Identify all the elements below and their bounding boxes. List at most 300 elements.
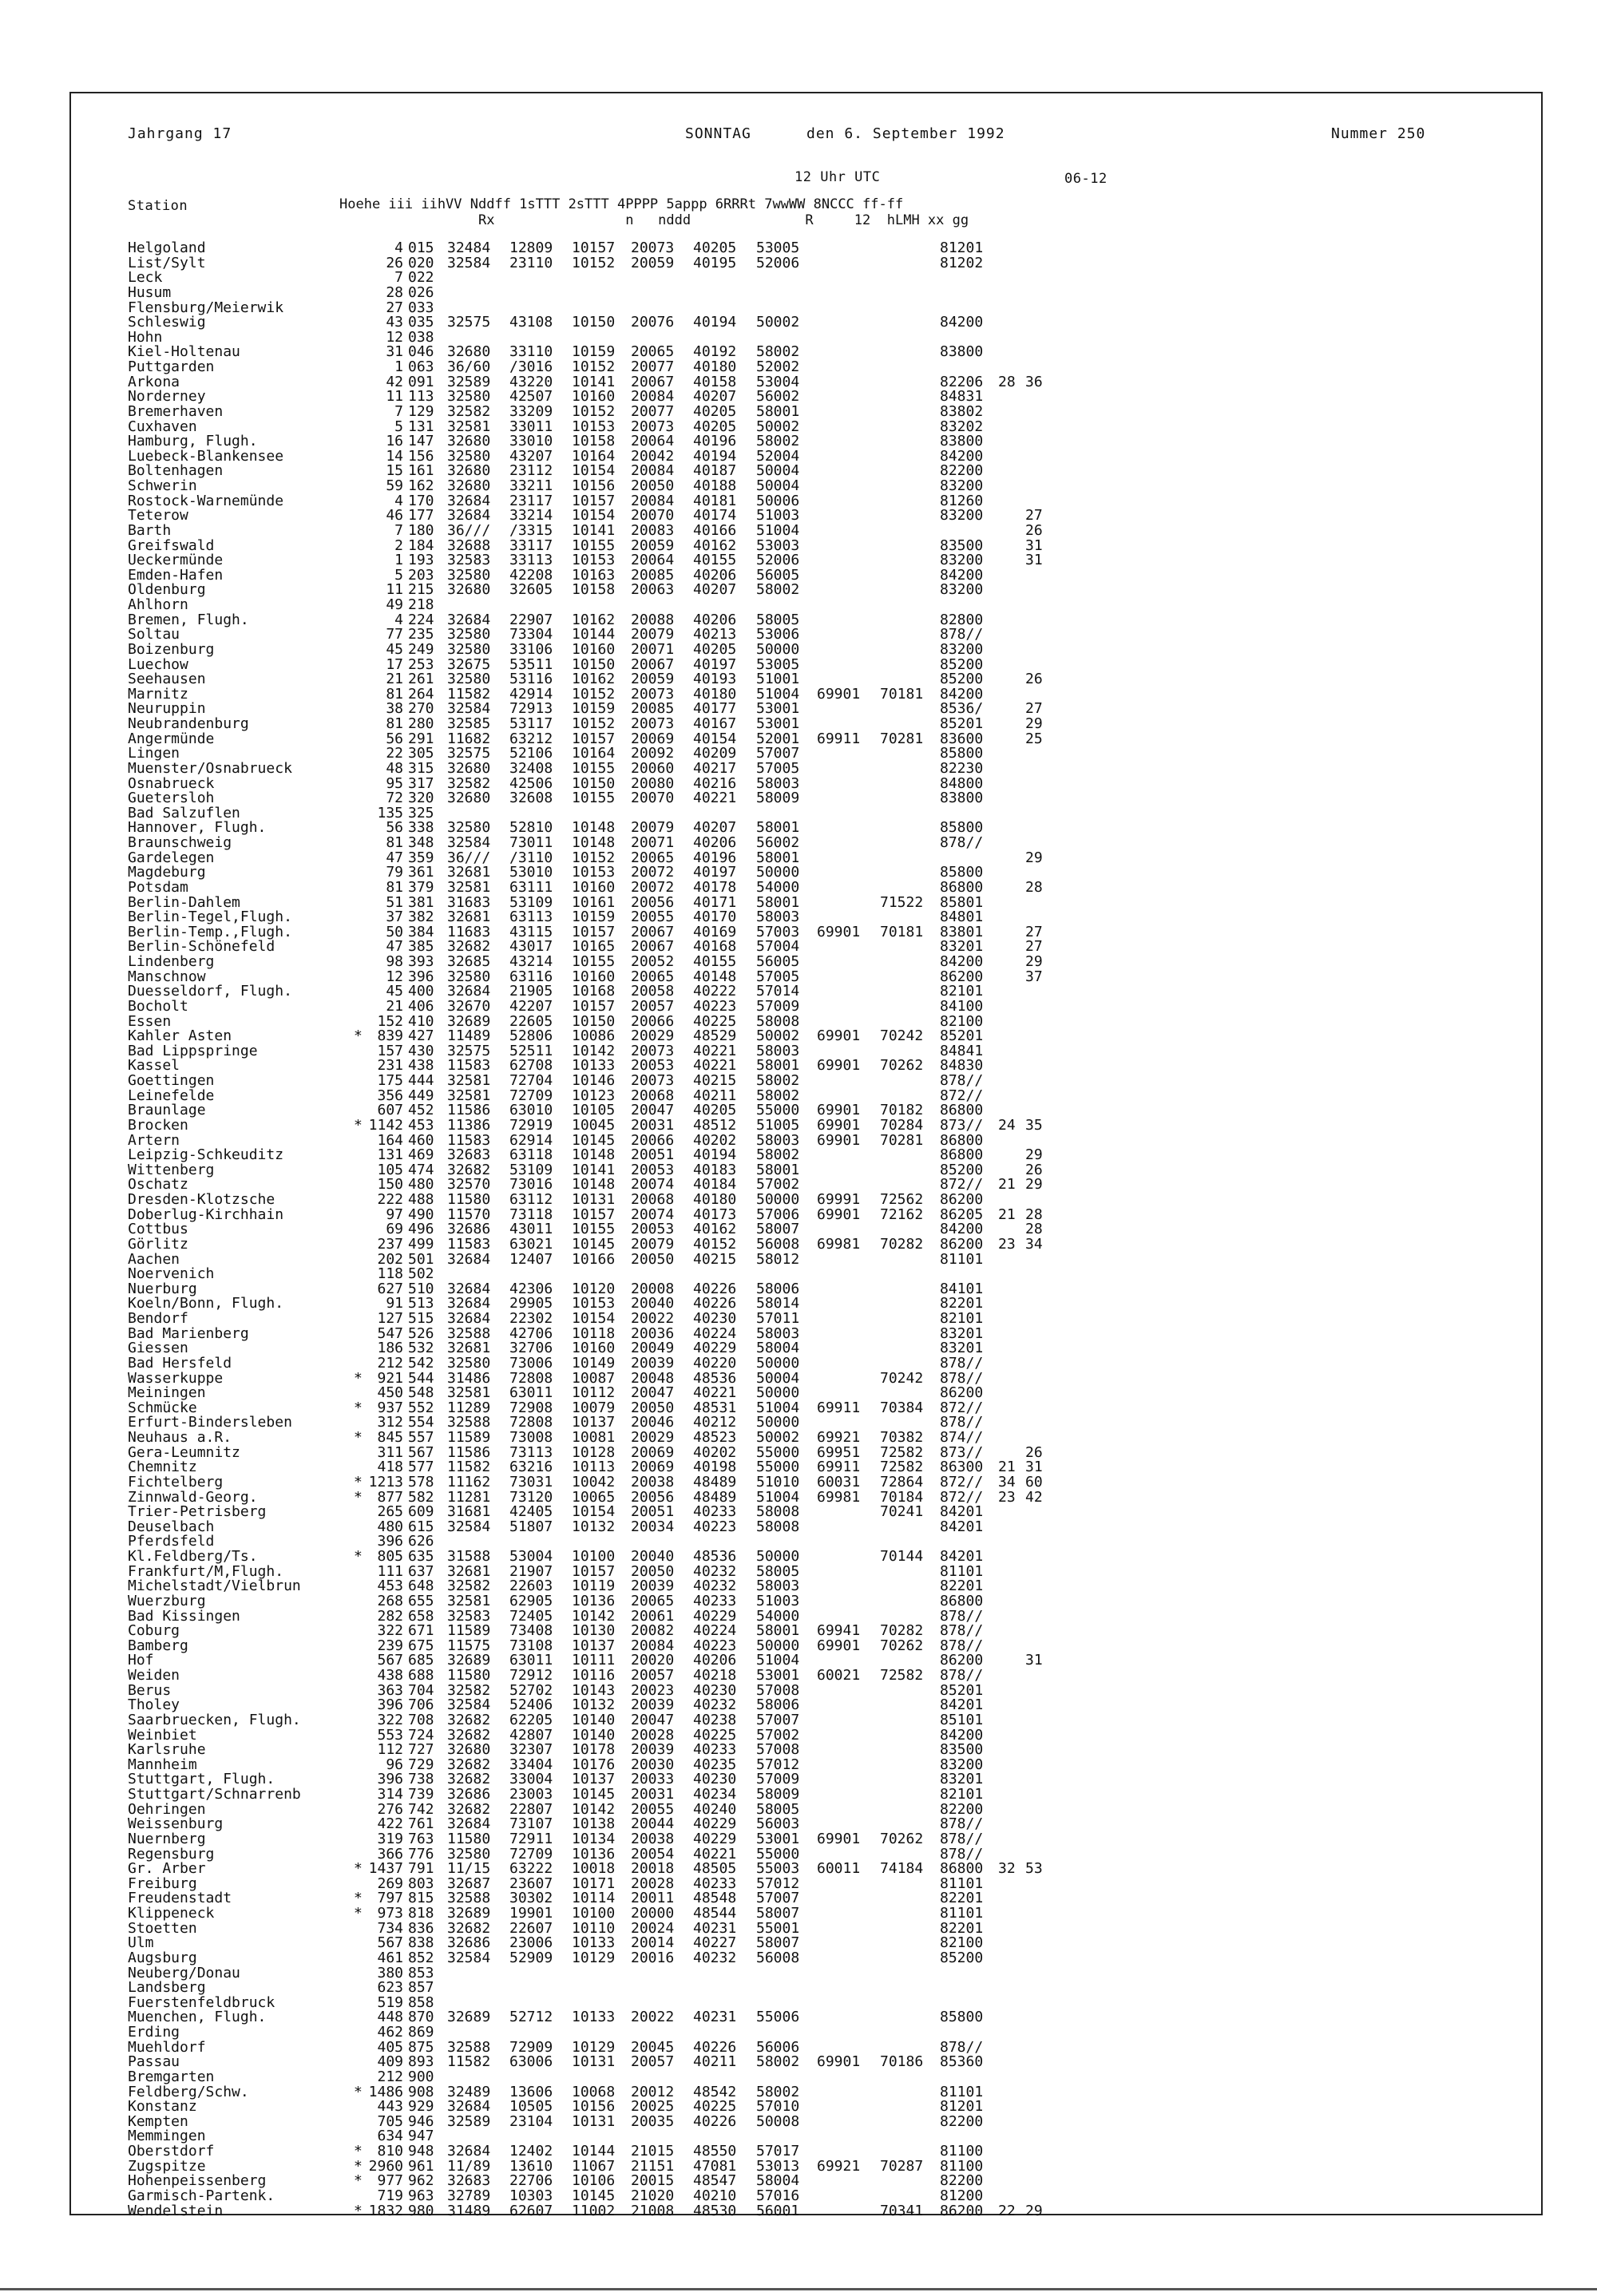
station-height: 453 xyxy=(377,1578,403,1595)
group-6rrrt: 60021 xyxy=(817,1667,861,1684)
group-2sttt: 20029 xyxy=(631,1429,675,1446)
station-id: 554 xyxy=(408,1414,434,1431)
group-8nccc: 86200 xyxy=(940,1652,984,1669)
station-column-header: Station xyxy=(128,198,188,214)
station-height: 4 xyxy=(394,611,403,628)
station-height: 553 xyxy=(377,1726,403,1744)
group-5appp: 57011 xyxy=(756,1310,800,1327)
group-nddff: 42807 xyxy=(509,1726,553,1744)
station-id: 557 xyxy=(408,1429,434,1446)
group-8nccc: 81101 xyxy=(940,2083,984,2100)
group-iihvv: 32580 xyxy=(447,640,491,658)
group-8nccc: 878// xyxy=(940,1830,984,1847)
station-height: 97 xyxy=(386,1205,403,1223)
group-8nccc: 82101 xyxy=(940,1310,984,1327)
group-2sttt: 20042 xyxy=(631,447,675,465)
mountain-marker: * xyxy=(354,1116,363,1134)
station-height: 845 xyxy=(377,1429,403,1446)
table-row xyxy=(128,1669,1052,1684)
station-name: Braunlage xyxy=(128,1102,206,1119)
group-iihvv: 31486 xyxy=(447,1369,491,1387)
station-name: Cottbus xyxy=(128,1221,188,1238)
station-name: Koeln/Bonn, Flugh. xyxy=(128,1295,284,1312)
group-8nccc: 83802 xyxy=(940,402,984,420)
station-id: 818 xyxy=(408,1905,434,1922)
group-5appp: 58007 xyxy=(756,1934,800,1952)
group-iihvv: 32589 xyxy=(447,373,491,390)
group-6rrrt: 69901 xyxy=(817,1116,861,1134)
station-name: Bad Hersfeld xyxy=(128,1354,232,1372)
group-5appp: 57005 xyxy=(756,968,800,985)
station-name: Meiningen xyxy=(128,1384,206,1402)
station-height: 1486 xyxy=(368,2083,403,2100)
group-8nccc: 84200 xyxy=(940,1221,984,1238)
station-height: 269 xyxy=(377,1874,403,1892)
station-name: Wasserkuppe xyxy=(128,1369,224,1387)
group-1sttt: 10157 xyxy=(572,492,616,509)
group-nddff: 73031 xyxy=(509,1473,553,1490)
station-name: Giessen xyxy=(128,1340,188,1357)
group-1sttt: 10114 xyxy=(572,1890,616,1907)
group-8nccc: 878// xyxy=(940,626,984,643)
station-height: 69 xyxy=(386,1221,403,1238)
table-row xyxy=(128,521,1052,539)
group-2sttt: 20069 xyxy=(631,730,675,747)
group-nddff: 72919 xyxy=(509,1116,553,1134)
station-name: Puttgarden xyxy=(128,358,215,375)
group-1sttt: 10152 xyxy=(572,685,616,703)
group-1sttt: 10140 xyxy=(572,1726,616,1744)
group-8nccc: 84100 xyxy=(940,997,984,1015)
group-2sttt: 20060 xyxy=(631,759,675,777)
station-name: Chemnitz xyxy=(128,1459,197,1476)
group-1sttt: 10105 xyxy=(572,1102,616,1119)
group-nddff: 23110 xyxy=(509,254,553,271)
table-row xyxy=(128,1743,1052,1758)
group-7wwww: 70242 xyxy=(880,1027,924,1045)
group-8nccc: 82230 xyxy=(940,759,984,777)
group-5appp: 58002 xyxy=(756,1087,800,1104)
group-nddff: 33209 xyxy=(509,402,553,420)
group-iihvv: 11589 xyxy=(447,1429,491,1446)
group-5appp: 56002 xyxy=(756,388,800,406)
station-name: Boltenhagen xyxy=(128,462,224,480)
station-name: Muehldorf xyxy=(128,2038,206,2056)
group-1sttt: 10159 xyxy=(572,909,616,926)
group-nddff: 53116 xyxy=(509,671,553,688)
gust-xx: 23 xyxy=(998,1235,1016,1253)
station-id: 544 xyxy=(408,1369,434,1387)
station-name: Kl.Feldberg/Ts. xyxy=(128,1548,258,1565)
group-6rrrt: 69911 xyxy=(817,1399,861,1416)
group-2sttt: 20082 xyxy=(631,1622,675,1640)
table-row xyxy=(128,1713,1052,1728)
group-5appp: 57002 xyxy=(756,1726,800,1744)
station-id: 264 xyxy=(408,685,434,703)
group-1sttt: 10154 xyxy=(572,1310,616,1327)
group-1sttt: 10153 xyxy=(572,418,616,435)
group-nddff: 43207 xyxy=(509,447,553,465)
group-2sttt: 20050 xyxy=(631,1250,675,1268)
group-nddff: 42208 xyxy=(509,566,553,584)
group-5appp: 52006 xyxy=(756,254,800,271)
group-6rrrt: 69901 xyxy=(817,923,861,940)
station-id: 449 xyxy=(408,1087,434,1104)
group-5appp: 55003 xyxy=(756,1860,800,1878)
station-name: Teterow xyxy=(128,507,188,525)
group-4pppp: 40230 xyxy=(693,1771,737,1788)
station-name: Aachen xyxy=(128,1250,180,1268)
group-1sttt: 10145 xyxy=(572,1131,616,1149)
station-id: 444 xyxy=(408,1072,434,1089)
group-1sttt: 10138 xyxy=(572,1815,616,1833)
group-2sttt: 20044 xyxy=(631,1815,675,1833)
group-8nccc: 8536/ xyxy=(940,700,984,718)
group-2sttt: 20069 xyxy=(631,1459,675,1476)
gust-gg: 27 xyxy=(1025,938,1043,956)
station-id: 510 xyxy=(408,1280,434,1297)
station-name: Freiburg xyxy=(128,1874,197,1892)
group-1sttt: 10154 xyxy=(572,1503,616,1521)
station-height: 175 xyxy=(377,1072,403,1089)
gust-gg: 29 xyxy=(1025,2202,1043,2219)
group-iihvv: 32680 xyxy=(447,343,491,361)
group-5appp: 50002 xyxy=(756,1027,800,1045)
group-8nccc: 86800 xyxy=(940,1592,984,1609)
group-5appp: 58008 xyxy=(756,1518,800,1535)
group-4pppp: 40195 xyxy=(693,254,737,271)
station-height: 2 xyxy=(394,536,403,554)
station-height: 405 xyxy=(377,2038,403,2056)
station-height: 42 xyxy=(386,373,403,390)
group-5appp: 58003 xyxy=(756,1131,800,1149)
station-name: Gardelegen xyxy=(128,849,215,866)
station-height: 37 xyxy=(386,909,403,926)
group-iihvv: 32580 xyxy=(447,626,491,643)
group-iihvv: 32580 xyxy=(447,968,491,985)
group-8nccc: 872// xyxy=(940,1473,984,1490)
group-2sttt: 20053 xyxy=(631,1221,675,1238)
group-4pppp: 40171 xyxy=(693,893,737,911)
group-nddff: 23607 xyxy=(509,1874,553,1892)
group-4pppp: 40221 xyxy=(693,790,737,807)
group-nddff: 73408 xyxy=(509,1622,553,1640)
station-name: Neuberg/Donau xyxy=(128,1964,240,1981)
group-nddff: 42506 xyxy=(509,774,553,792)
station-name: Hohn xyxy=(128,328,163,346)
group-iihvv: 11589 xyxy=(447,1622,491,1640)
group-iihvv: 11586 xyxy=(447,1102,491,1119)
group-5appp: 56003 xyxy=(756,1815,800,1833)
group-1sttt: 10100 xyxy=(572,1548,616,1565)
group-2sttt: 20045 xyxy=(631,2038,675,2056)
station-height: 111 xyxy=(377,1562,403,1580)
group-8nccc: 85200 xyxy=(940,671,984,688)
station-name: Kempten xyxy=(128,2112,188,2130)
group-nddff: 22603 xyxy=(509,1578,553,1595)
group-1sttt: 10152 xyxy=(572,715,616,732)
group-1sttt: 10158 xyxy=(572,581,616,599)
gust-xx: 28 xyxy=(998,373,1016,390)
group-4pppp: 40240 xyxy=(693,1800,737,1818)
group-2sttt: 20066 xyxy=(631,1012,675,1030)
table-row xyxy=(128,1906,1052,1922)
station-id: 803 xyxy=(408,1874,434,1892)
group-2sttt: 20073 xyxy=(631,1072,675,1089)
station-name: Stuttgart/Schnarrenb xyxy=(128,1786,301,1803)
group-4pppp: 40155 xyxy=(693,552,737,569)
group-5appp: 50008 xyxy=(756,2112,800,2130)
group-4pppp: 40210 xyxy=(693,2187,737,2204)
group-nddff: 21907 xyxy=(509,1562,553,1580)
station-name: Bocholt xyxy=(128,997,188,1015)
group-1sttt: 10131 xyxy=(572,2053,616,2071)
group-nddff: 53109 xyxy=(509,893,553,911)
group-8nccc: 83801 xyxy=(940,923,984,940)
station-height: 877 xyxy=(377,1488,403,1506)
table-row xyxy=(128,1431,1052,1446)
group-4pppp: 48531 xyxy=(693,1399,737,1416)
table-row xyxy=(128,2025,1052,2041)
station-id: 035 xyxy=(408,314,434,331)
station-name: Rostock-Warnemünde xyxy=(128,492,284,509)
group-8nccc: 83600 xyxy=(940,730,984,747)
group-5appp: 51003 xyxy=(756,507,800,525)
table-row xyxy=(128,402,1052,420)
group-nddff: 63118 xyxy=(509,1146,553,1164)
group-8nccc: 84200 xyxy=(940,566,984,584)
group-iihvv: 11/89 xyxy=(447,2157,491,2175)
group-5appp: 58002 xyxy=(756,1072,800,1089)
group-8nccc: 82200 xyxy=(940,2172,984,2190)
group-5appp: 58001 xyxy=(756,1622,800,1640)
group-8nccc: 81100 xyxy=(940,2143,984,2159)
group-7wwww: 72582 xyxy=(880,1667,924,1684)
group-1sttt: 10168 xyxy=(572,983,616,1000)
station-name: Landsberg xyxy=(128,1979,206,1997)
group-4pppp: 40235 xyxy=(693,1756,737,1773)
group-1sttt: 10171 xyxy=(572,1874,616,1892)
group-4pppp: 40217 xyxy=(693,759,737,777)
group-8nccc: 872// xyxy=(940,1399,984,1416)
group-6rrrt: 69901 xyxy=(817,1205,861,1223)
group-5appp: 57003 xyxy=(756,923,800,940)
group-nddff: 73120 xyxy=(509,1488,553,1506)
station-height: 810 xyxy=(377,2143,403,2159)
group-1sttt: 10159 xyxy=(572,700,616,718)
group-8nccc: 86800 xyxy=(940,1860,984,1878)
station-id: 836 xyxy=(408,1919,434,1937)
station-name: Ahlhorn xyxy=(128,596,188,613)
station-name: Deuselbach xyxy=(128,1518,215,1535)
group-nddff: 72911 xyxy=(509,1830,553,1847)
group-1sttt: 10152 xyxy=(572,849,616,866)
group-5appp: 53006 xyxy=(756,626,800,643)
group-4pppp: 40221 xyxy=(693,1042,737,1059)
station-height: 4 xyxy=(394,492,403,509)
group-4pppp: 40213 xyxy=(693,626,737,643)
group-8nccc: 84200 xyxy=(940,1726,984,1744)
station-name: Fichtelberg xyxy=(128,1473,224,1490)
station-name: Wuerzburg xyxy=(128,1592,206,1609)
group-4pppp: 48530 xyxy=(693,2202,737,2219)
station-id: 742 xyxy=(408,1800,434,1818)
station-height: 237 xyxy=(377,1235,403,1253)
group-2sttt: 20057 xyxy=(631,2053,675,2071)
station-height: 150 xyxy=(377,1176,403,1194)
group-5appp: 50000 xyxy=(756,1414,800,1431)
table-row xyxy=(128,241,1052,256)
group-2sttt: 20071 xyxy=(631,640,675,658)
mountain-marker: * xyxy=(354,2157,363,2175)
station-id: 908 xyxy=(408,2083,434,2100)
group-5appp: 50002 xyxy=(756,314,800,331)
group-1sttt: 10111 xyxy=(572,1652,616,1669)
group-1sttt: 10146 xyxy=(572,1072,616,1089)
group-8nccc: 83200 xyxy=(940,581,984,599)
station-name: Barth xyxy=(128,521,172,539)
group-2sttt: 20050 xyxy=(631,1399,675,1416)
group-iihvv: 32588 xyxy=(447,1324,491,1342)
mountain-marker: * xyxy=(354,1429,363,1446)
group-5appp: 55001 xyxy=(756,1919,800,1937)
group-iihvv: 32681 xyxy=(447,1340,491,1357)
group-1sttt: 10112 xyxy=(572,1384,616,1402)
group-2sttt: 20071 xyxy=(631,834,675,851)
group-8nccc: 81260 xyxy=(940,492,984,509)
station-height: 95 xyxy=(386,774,403,792)
station-height: 91 xyxy=(386,1295,403,1312)
group-1sttt: 10162 xyxy=(572,611,616,628)
station-height: 973 xyxy=(377,1905,403,1922)
group-2sttt: 20080 xyxy=(631,774,675,792)
group-2sttt: 20040 xyxy=(631,1548,675,1565)
group-nddff: 63010 xyxy=(509,1102,553,1119)
group-1sttt: 10160 xyxy=(572,968,616,985)
group-1sttt: 10137 xyxy=(572,1414,616,1431)
group-iihvv: 36/// xyxy=(447,521,491,539)
group-nddff: 73006 xyxy=(509,1354,553,1372)
table-row xyxy=(128,2189,1052,2204)
station-name: Feldberg/Schw. xyxy=(128,2083,249,2100)
group-6rrrt: 69901 xyxy=(817,1027,861,1045)
group-7wwww: 74184 xyxy=(880,1860,924,1878)
group-5appp: 58005 xyxy=(756,1800,800,1818)
table-row xyxy=(128,1356,1052,1372)
station-id: 180 xyxy=(408,521,434,539)
station-id: 385 xyxy=(408,938,434,956)
group-5appp: 56008 xyxy=(756,1949,800,1966)
group-nddff: 19901 xyxy=(509,1905,553,1922)
group-nddff: 53010 xyxy=(509,864,553,881)
group-8nccc: 84201 xyxy=(940,1696,984,1714)
station-height: 56 xyxy=(386,730,403,747)
station-id: 452 xyxy=(408,1102,434,1119)
group-8nccc: 83500 xyxy=(940,536,984,554)
station-name: Kahler Asten xyxy=(128,1027,232,1045)
station-id: 526 xyxy=(408,1324,434,1342)
table-row xyxy=(128,1237,1052,1253)
group-1sttt: 10152 xyxy=(572,254,616,271)
station-height: 839 xyxy=(377,1027,403,1045)
group-nddff: 12809 xyxy=(509,239,553,256)
volume-label: Jahrgang 17 xyxy=(128,125,232,142)
group-nddff: 30302 xyxy=(509,1890,553,1907)
group-2sttt: 20070 xyxy=(631,507,675,525)
station-height: 448 xyxy=(377,2009,403,2026)
group-8nccc: 85200 xyxy=(940,1949,984,1966)
group-1sttt: 10152 xyxy=(572,402,616,420)
station-name: Frankfurt/M,Flugh. xyxy=(128,1562,284,1580)
group-4pppp: 40229 xyxy=(693,1340,737,1357)
table-row xyxy=(128,553,1052,568)
group-5appp: 53001 xyxy=(756,700,800,718)
group-5appp: 56005 xyxy=(756,566,800,584)
table-row xyxy=(128,283,1052,301)
group-4pppp: 40184 xyxy=(693,1176,737,1194)
table-row xyxy=(128,2100,1052,2115)
group-5appp: 50000 xyxy=(756,864,800,881)
group-4pppp: 40177 xyxy=(693,700,737,718)
group-7wwww: 70262 xyxy=(880,1637,924,1654)
table-row xyxy=(128,1475,1052,1490)
group-5appp: 57014 xyxy=(756,983,800,1000)
group-iihvv: 32684 xyxy=(447,507,491,525)
group-5appp: 52002 xyxy=(756,358,800,375)
group-1sttt: 10150 xyxy=(572,1012,616,1030)
station-height: 396 xyxy=(377,1696,403,1714)
group-2sttt: 20018 xyxy=(631,1860,675,1878)
gust-gg: 28 xyxy=(1025,1221,1043,1238)
station-name: Manschnow xyxy=(128,968,206,985)
group-1sttt: 10153 xyxy=(572,864,616,881)
group-7wwww: 70262 xyxy=(880,1057,924,1075)
group-4pppp: 48548 xyxy=(693,1890,737,1907)
group-nddff: 52406 xyxy=(509,1696,553,1714)
station-name: Augsburg xyxy=(128,1949,197,1966)
group-4pppp: 40158 xyxy=(693,373,737,390)
group-2sttt: 20014 xyxy=(631,1934,675,1952)
station-name: Osnabrueck xyxy=(128,774,215,792)
group-1sttt: 10165 xyxy=(572,938,616,956)
gust-gg: 53 xyxy=(1025,1860,1043,1878)
group-2sttt: 20088 xyxy=(631,611,675,628)
station-name: Cuxhaven xyxy=(128,418,197,435)
station-name: Bad Lippspringe xyxy=(128,1042,258,1059)
group-5appp: 57007 xyxy=(756,1711,800,1728)
group-nddff: 22706 xyxy=(509,2172,553,2190)
group-1sttt: 10018 xyxy=(572,1860,616,1878)
group-4pppp: 40155 xyxy=(693,953,737,970)
group-1sttt: 10157 xyxy=(572,239,616,256)
group-4pppp: 40148 xyxy=(693,968,737,985)
group-4pppp: 40162 xyxy=(693,1221,737,1238)
group-8nccc: 82200 xyxy=(940,2112,984,2130)
group-nddff: 52511 xyxy=(509,1042,553,1059)
group-4pppp: 40206 xyxy=(693,611,737,628)
station-id: 091 xyxy=(408,373,434,390)
group-nddff: 72704 xyxy=(509,1072,553,1089)
group-1sttt: 10142 xyxy=(572,1607,616,1625)
group-5appp: 57012 xyxy=(756,1874,800,1892)
group-1sttt: 10144 xyxy=(572,2143,616,2159)
group-4pppp: 40232 xyxy=(693,1578,737,1595)
station-name: Klippeneck xyxy=(128,1905,215,1922)
group-4pppp: 40220 xyxy=(693,1354,737,1372)
group-6rrrt: 69921 xyxy=(817,1429,861,1446)
station-name: Seehausen xyxy=(128,671,206,688)
group-5appp: 58002 xyxy=(756,2053,800,2071)
